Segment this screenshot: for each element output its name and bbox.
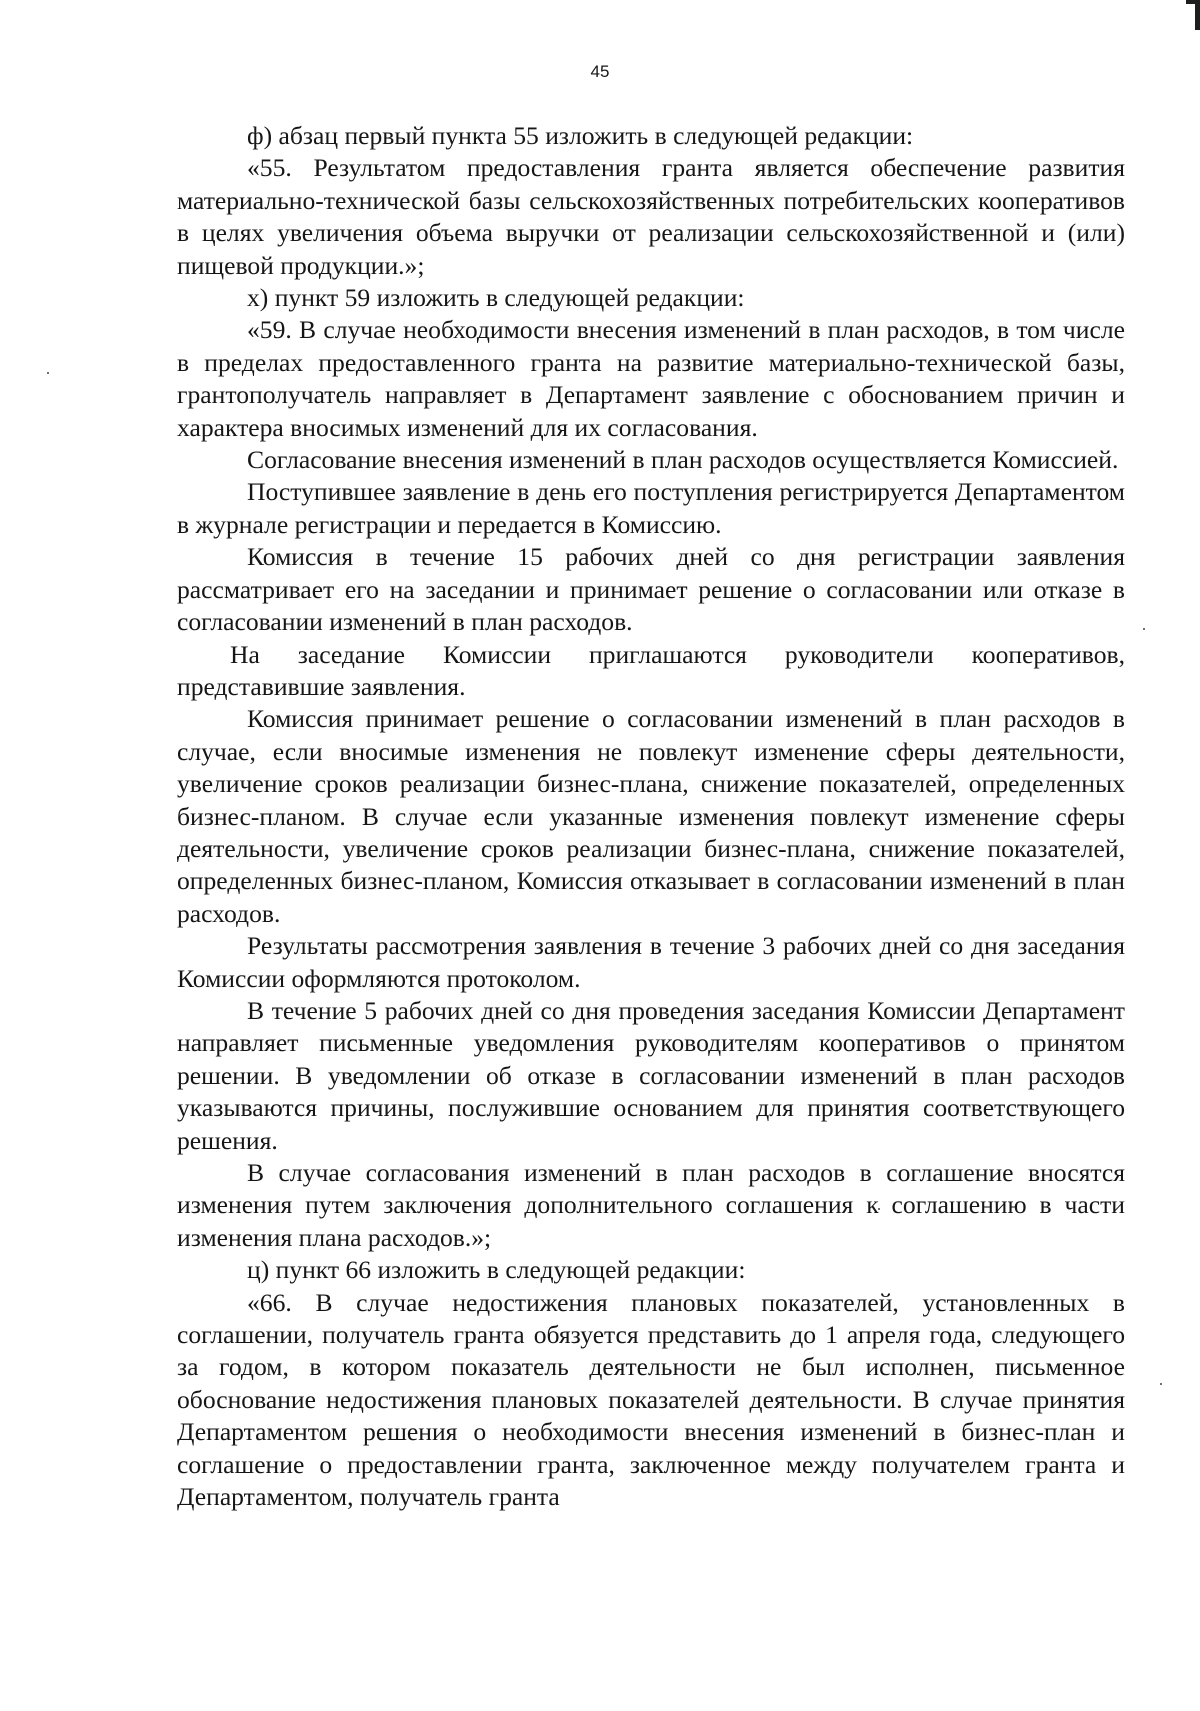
- scan-speck: [1143, 628, 1145, 630]
- page-number: 45: [590, 62, 610, 81]
- paragraph-protocol: Результаты рассмотрения заявления в течение 3 рабочих дней со дня заседания Комиссии оформляются протоколом.: [177, 931, 1125, 993]
- scan-speck: [1160, 1383, 1162, 1385]
- paragraph-notifications: В течение 5 рабочих дней со дня проведения заседания Комиссии Департамент направляет письменные уведомления руководителям кооперативов о принятом решении. В уведомлении об отказе в согласовании изменений в план расходов указываются причины, послужившие основанием для принятия соответствующего решения.: [177, 995, 1125, 1155]
- paragraph-agreement-changes: В случае согласования изменений в план расходов в соглашение вносятся изменения путем заключения дополнительного соглашения к соглашению в части изменения плана расходов.»;: [177, 1158, 1125, 1252]
- paragraph-clause-66: «66. В случае недостижения плановых показателей, установленных в соглашении, получатель гранта обязуется представить до 1 апреля года, следующего за годом, в котором показатель деятельности не был исполнен, письменное обоснование недостижения плановых показателей деятельности. В случае принятия Департаментом решения о необходимости внесения изменений в бизнес-план и соглашение о предоставлении гранта, заключенное между получателем гранта и Департаментом, получатель гранта: [177, 1287, 1125, 1512]
- scan-speck: [47, 372, 49, 374]
- paragraph-amendment-ts: ц) пункт 66 изложить в следующей редакции:: [247, 1255, 746, 1285]
- scan-edge-mark: [1195, 0, 1200, 30]
- paragraph-clause-59: «59. В случае необходимости внесения изменений в план расходов, в том числе в пределах предоставленного гранта на развитие материально-технической базы, грантополучатель направляет в Департамент заявление с обоснованием причин и характера вносимых изменений для их согласования.: [177, 315, 1125, 442]
- paragraph-amendment-f: ф) абзац первый пункта 55 изложить в следующей редакции:: [247, 121, 914, 150]
- paragraph-commission-decision: Комиссия принимает решение о согласовании изменений в план расходов в случае, если вносимые изменения не повлекут изменение сферы деятельности, увеличение сроков реализации бизнес-плана, снижение показателей, определенных бизнес-планом. В случае если указанные изменения повлекут изменение сферы деятельности, увеличение сроков реализации бизнес-плана, снижение показателей, определенных бизнес-планом, Комиссия отказывает в согласовании изменений в план расходов.: [177, 704, 1125, 928]
- paragraph-clause-55: «55. Результатом предоставления гранта является обеспечение развития материально-технической базы сельскохозяйственных потребительских кооперативов в целях увеличения объема выручки от реализации сельскохозяйственной и (или) пищевой продукции.»;: [177, 153, 1125, 280]
- paragraph-amendment-kh: х) пункт 59 изложить в следующей редакции:: [247, 283, 745, 313]
- paragraph-commission-review: Комиссия в течение 15 рабочих дней со дня регистрации заявления рассматривает его на заседании и принимает решение о согласовании или отказе в согласовании изменений в план расходов.: [177, 542, 1125, 637]
- scan-edge-mark-top: [1186, 0, 1200, 4]
- paragraph-invitation: На заседание Комиссии приглашаются руководители кооперативов, представившие заявления.: [177, 639, 1125, 701]
- paragraph-registration: Поступившее заявление в день его поступления регистрируется Департаментом в журнале регистрации и передается в Комиссию.: [177, 477, 1125, 539]
- document-body: [177, 120, 1125, 1513]
- paragraph-approval-commission: Согласование внесения изменений в план расходов осуществляется Комиссией.: [247, 445, 1119, 475]
